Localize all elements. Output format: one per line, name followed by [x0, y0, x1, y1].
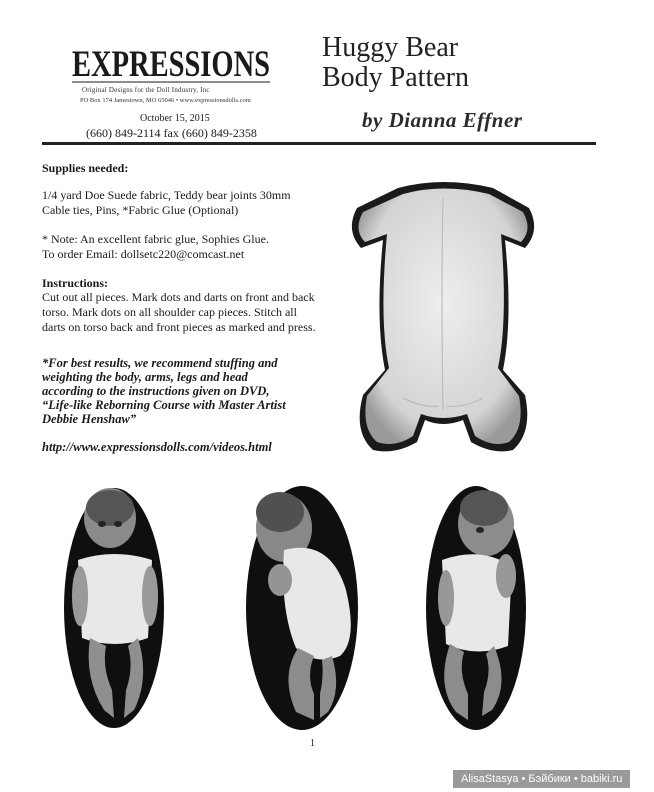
header-divider — [42, 142, 596, 145]
page-number: 1 — [310, 738, 315, 749]
glue-note — [42, 232, 342, 262]
supplies-list — [42, 188, 342, 218]
recommend-line: *For best results, we recommend stuffing and — [42, 356, 278, 370]
supplies-line: 1/4 yard Doe Suede fabric, Teddy bear joints 30mm — [42, 188, 291, 202]
instructions-heading: Instructions: — [42, 276, 109, 290]
baby-photo-side — [420, 480, 532, 732]
note-line: To order Email: dollsetc220@comcast.net — [42, 247, 245, 261]
videos-link[interactable]: http://www.expressionsdolls.com/videos.html — [42, 440, 272, 454]
supplies-heading: Supplies needed: — [42, 161, 129, 175]
supplies-line: Cable ties, Pins, *Fabric Glue (Optional) — [42, 203, 239, 217]
logo-tagline: Original Designs for the Doll Industry, Inc — [82, 86, 210, 94]
expressions-logo — [70, 36, 275, 88]
watermark-badge: AlisaStasya • Бэйбики • babiki.ru — [453, 770, 630, 788]
doll-body-photo — [343, 170, 543, 455]
instruction-line: Cut out all pieces. Mark dots and darts on front and back — [42, 290, 315, 304]
recommend-line: weighting the body, arms, legs and head — [42, 370, 248, 384]
pattern-date: October 15, 2015 — [140, 113, 210, 124]
recommendation-text — [42, 356, 332, 426]
baby-photo-curled — [240, 480, 370, 732]
author-byline: by Dianna Effner — [362, 108, 523, 132]
logo-text: EXPRESSIONS — [72, 44, 270, 85]
page-title-line2: Body Pattern — [322, 62, 469, 93]
instructions-text — [42, 290, 332, 335]
instruction-line: torso. Mark dots on all shoulder cap pieces. Stitch all — [42, 305, 297, 319]
recommend-line: according to the instructions given on DVD, — [42, 384, 270, 398]
contact-phone: (660) 849-2114 fax (660) 849-2358 — [86, 126, 257, 140]
baby-photo-front — [58, 478, 170, 730]
logo-address: PO Box 174 Jamestown, MO 65046 • www.expressionsdolls.com — [80, 97, 251, 104]
page-title-line1: Huggy Bear — [322, 32, 459, 63]
recommend-line: “Life-like Reborning Course with Master Artist — [42, 398, 286, 412]
note-line: * Note: An excellent fabric glue, Sophies Glue. — [42, 232, 269, 246]
recommend-line: Debbie Henshaw” — [42, 412, 137, 426]
instruction-line: darts on torso back and front pieces as marked and press. — [42, 320, 316, 334]
